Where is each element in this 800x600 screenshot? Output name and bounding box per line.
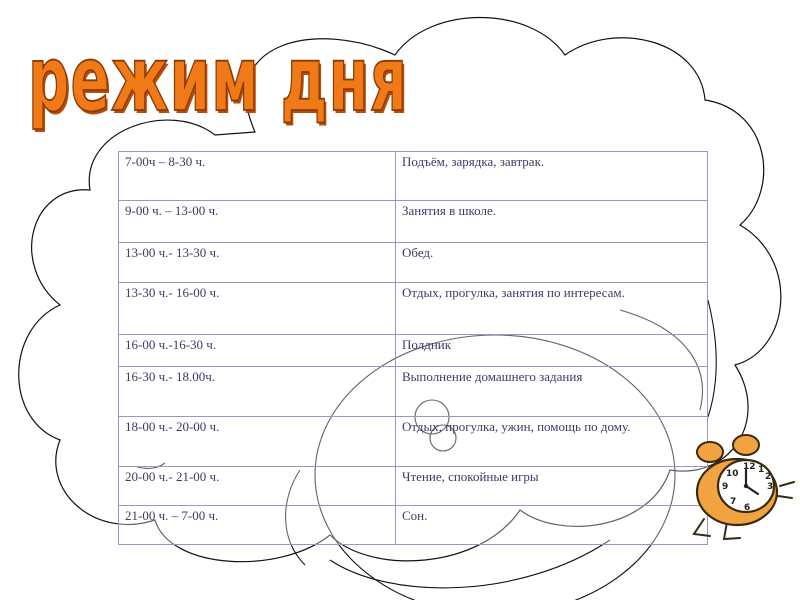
activity-cell: Полдник (396, 335, 708, 367)
activity-cell: Обед. (396, 243, 708, 283)
activity-cell: Отдых, прогулка, ужин, помощь по дому. (396, 417, 708, 467)
table-row (119, 367, 708, 417)
time-cell: 20-00 ч.- 21-00 ч. (119, 467, 396, 506)
time-cell: 9-00 ч. – 13-00 ч. (119, 201, 396, 243)
time-cell: 16-00 ч.-16-30 ч. (119, 335, 396, 367)
activity-cell: Чтение, спокойные игры (396, 467, 708, 506)
table-row (119, 152, 708, 201)
table-row (119, 201, 708, 243)
schedule-table (118, 151, 708, 545)
time-cell: 13-00 ч.- 13-30 ч. (119, 243, 396, 283)
svg-text:7: 7 (730, 497, 737, 507)
svg-text:12: 12 (743, 462, 756, 472)
table-row (119, 283, 708, 335)
svg-text:9: 9 (722, 482, 729, 492)
activity-cell: Сон. (396, 506, 708, 545)
svg-text:6: 6 (744, 503, 751, 513)
svg-text:3: 3 (767, 482, 774, 492)
svg-text:10: 10 (726, 469, 739, 479)
table-row (119, 335, 708, 367)
table-row (119, 467, 708, 506)
activity-cell: Подъём, зарядка, завтрак. (396, 152, 708, 201)
activity-cell: Отдых, прогулка, занятия по интересам. (396, 283, 708, 335)
time-cell: 18-00 ч.- 20-00 ч. (119, 417, 396, 467)
time-cell: 16-30 ч.- 18.00ч. (119, 367, 396, 417)
svg-text:1: 1 (758, 465, 765, 475)
activity-cell: Занятия в школе. (396, 201, 708, 243)
svg-text:2: 2 (765, 472, 772, 482)
time-cell: 21-00 ч. – 7-00 ч. (119, 506, 396, 545)
page-title: режим дня (28, 26, 408, 132)
alarm-clock-icon (682, 434, 800, 544)
time-cell: 7-00ч – 8-30 ч. (119, 152, 396, 201)
table-row (119, 417, 708, 467)
time-cell: 13-30 ч.- 16-00 ч. (119, 283, 396, 335)
activity-cell: Выполнение домашнего задания (396, 367, 708, 417)
table-row (119, 506, 708, 545)
table-row (119, 243, 708, 283)
